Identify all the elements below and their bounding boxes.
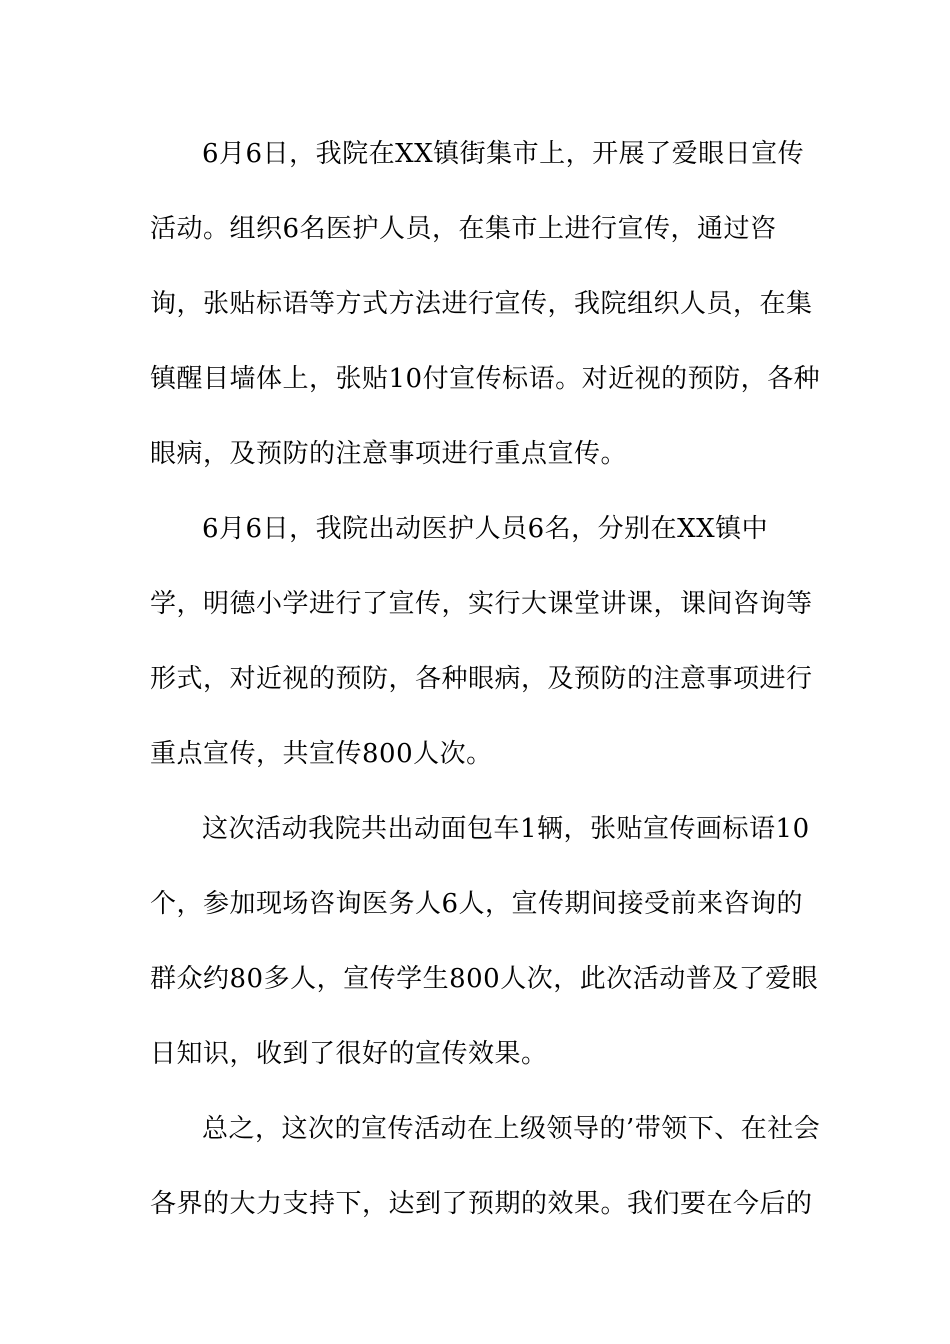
paragraph-4 <box>150 1092 821 1242</box>
paragraph-1-line-1: 6月6日，我院在XX镇街集市上，开展了爱眼日宣传 <box>202 139 805 169</box>
paragraph-3-line-4: 日知识，收到了很好的宣传效果。 <box>150 1039 548 1069</box>
paragraph-4-line-2: 各界的大力支持下，达到了预期的效果。我们要在今后的 <box>150 1189 813 1219</box>
paragraph-2-line-4: 重点宣传，共宣传800人次。 <box>150 739 493 769</box>
document-body <box>150 117 821 1242</box>
paragraph-3-line-1: 这次活动我院共出动面包车1辆，张贴宣传画标语10 <box>202 814 810 844</box>
paragraph-2-line-2: 学，明德小学进行了宣传，实行大课堂讲课，课间咨询等 <box>150 589 813 619</box>
paragraph-1-line-5: 眼病，及预防的注意事项进行重点宣传。 <box>150 439 628 469</box>
paragraph-3 <box>150 792 819 1092</box>
paragraph-4-line-1: 总之，这次的宣传活动在上级领导的’带领下、在社会 <box>202 1114 821 1144</box>
paragraph-3-line-2: 个，参加现场咨询医务人6人，宣传期间接受前来咨询的 <box>150 889 804 919</box>
paragraph-2-line-3: 形式，对近视的预防，各种眼病，及预防的注意事项进行 <box>150 664 813 694</box>
paragraph-1-line-4: 镇醒目墙体上，张贴10付宣传标语。对近视的预防，各种 <box>150 364 821 394</box>
paragraph-1-line-3: 询，张贴标语等方式方法进行宣传，我院组织人员，在集 <box>150 289 813 319</box>
paragraph-2 <box>150 492 813 792</box>
paragraph-3-line-3: 群众约80多人，宣传学生800人次，此次活动普及了爱眼 <box>150 964 819 994</box>
paragraph-1-line-2: 活动。组织6名医护人员，在集市上进行宣传，通过咨 <box>150 214 777 244</box>
paragraph-2-line-1: 6月6日，我院出动医护人员6名，分别在XX镇中 <box>202 514 769 544</box>
paragraph-1 <box>150 117 821 492</box>
